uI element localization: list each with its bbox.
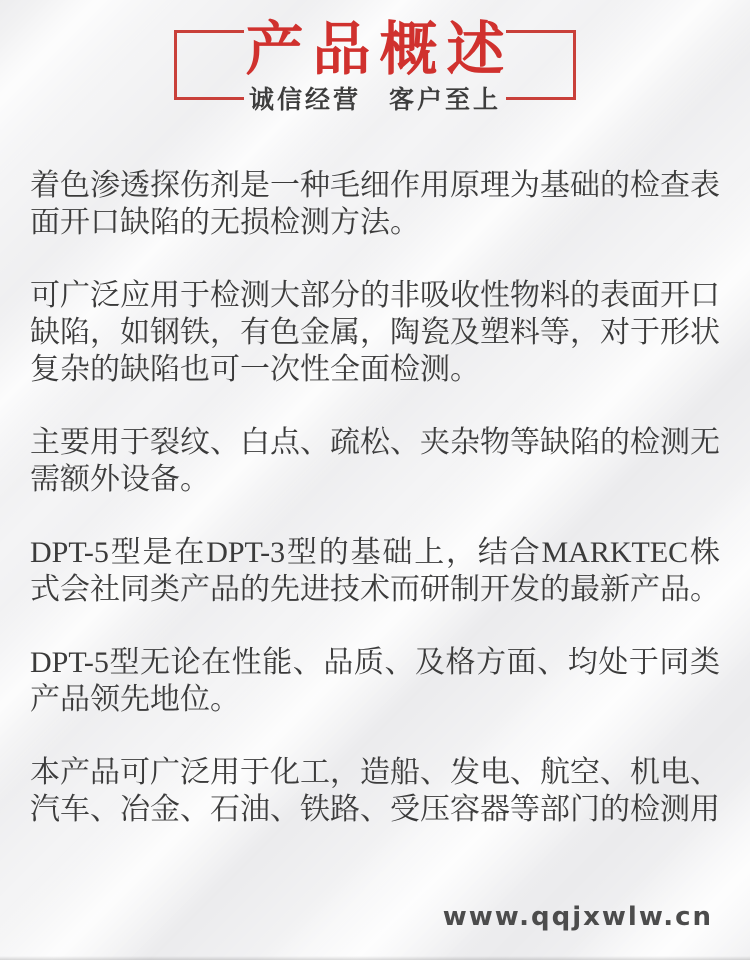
site-watermark: www.qqjxwlw.cn [442, 902, 713, 932]
paragraph-intro: 着色渗透探伤剂是一种毛细作用原理为基础的检查表面开口缺陷的无损检测方法。 [30, 169, 720, 239]
paragraph-development: DPT-5型是在DPT-3型的基础上，结合MARKTEC株式会社同类产品的先进技术而研制开发的最新产品。 [30, 536, 720, 606]
description-content [30, 167, 720, 864]
paragraph-applications: 可广泛应用于检测大部分的非吸收性物料的表面开口缺陷，如钢铁，有色金属，陶瓷及塑料等，对于形状复杂的缺陷也可一次性全面检测。 [30, 279, 720, 386]
section-header [174, 17, 576, 114]
paragraph-industries: 本产品可广泛用于化工，造船、发电、航空、机电、汽车、冶金、石油、铁路、受压容器等部门的检测用 [30, 756, 720, 826]
paragraph-defect-types: 主要用于裂纹、白点、疏松、夹杂物等缺陷的检测无需额外设备。 [30, 426, 720, 496]
page-title: 产品概述 [245, 17, 514, 82]
page-subtitle: 诚信经营 客户至上 [248, 86, 501, 114]
paragraph-quality: DPT-5型无论在性能、品质、及格方面、均处于同类产品领先地位。 [30, 646, 720, 716]
